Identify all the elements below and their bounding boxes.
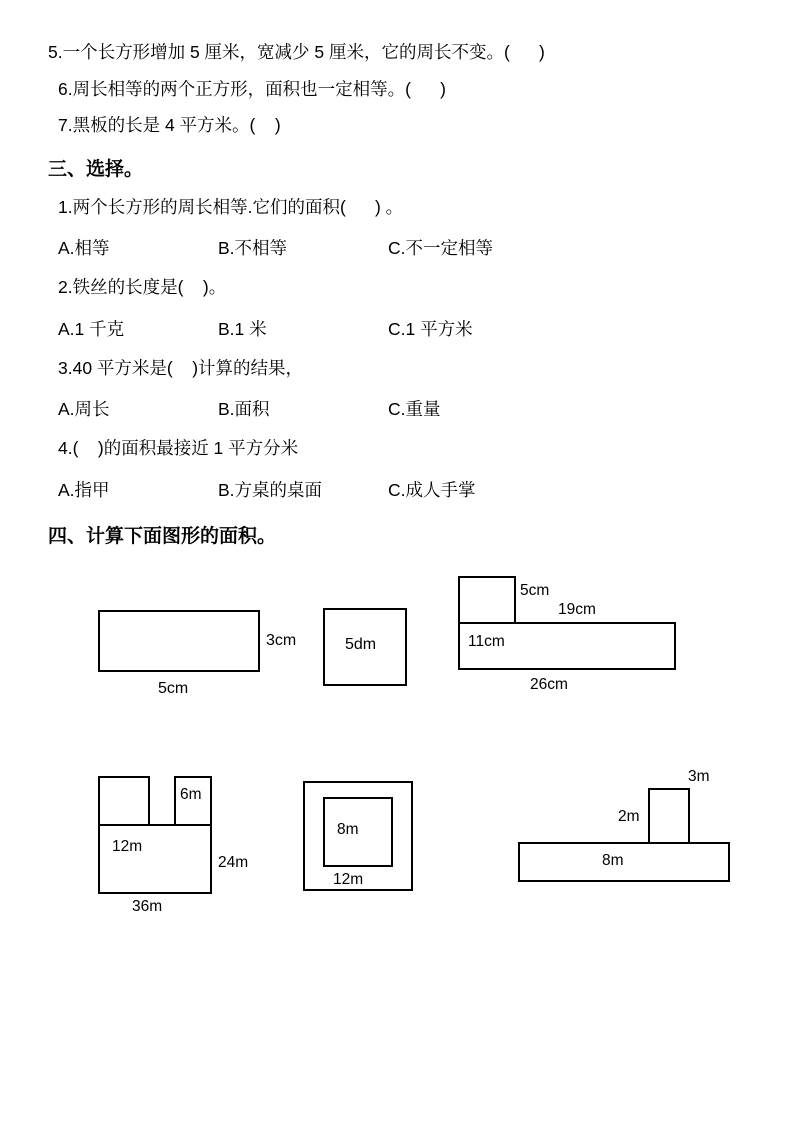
option-2c[interactable]: C.1 平方米 xyxy=(388,318,473,339)
choice-question-4-stem: 4.( )的面积最接近 1 平方分米 xyxy=(58,438,299,458)
label-inside-5dm: 5dm xyxy=(345,635,377,653)
figures-area xyxy=(48,566,748,966)
choice-question-1-options xyxy=(48,235,748,260)
label-inner-8m: 8m xyxy=(337,820,359,838)
step-upper-box xyxy=(648,788,690,844)
option-1a[interactable]: A.相等 xyxy=(58,238,110,258)
label-inner-12m: 12m xyxy=(112,837,143,855)
figure-rectangle-3cm-5cm xyxy=(98,610,297,720)
notch-base-box xyxy=(98,824,212,894)
option-2b[interactable]: B.1 米 xyxy=(218,318,267,339)
option-4a[interactable]: A.指甲 xyxy=(58,479,110,500)
truefalse-item-5: 5.一个长方形增加 5 厘米，宽减少 5 厘米，它的周长不变。( ) xyxy=(48,42,545,62)
label-bottom-36m: 36m xyxy=(132,897,163,915)
label-top-step-5cm: 5cm xyxy=(520,581,550,599)
worksheet-content xyxy=(48,44,748,966)
truefalse-item-7: 7.黑板的长是 4 平方米。( ) xyxy=(58,115,281,135)
label-upper-right-19cm: 19cm xyxy=(558,600,596,618)
option-4c[interactable]: C.成人手掌 xyxy=(388,479,476,500)
option-2a[interactable]: A.1 千克 xyxy=(58,318,125,339)
choice-question-3-stem: 3.40 平方米是( )计算的结果， xyxy=(58,357,304,378)
choice-question-4-options xyxy=(48,477,748,502)
figure-square-in-square-m xyxy=(303,781,503,941)
section-heading-three: 三、选择。 xyxy=(48,158,144,180)
option-3b[interactable]: B.面积 xyxy=(218,399,270,419)
figure-step-shape-m xyxy=(518,766,768,926)
figure-l-shape-step-cm xyxy=(458,576,738,726)
option-4b[interactable]: B.方桌的桌面 xyxy=(218,479,323,500)
label-bottom-12m: 12m xyxy=(333,870,364,888)
option-1c[interactable]: C.不一定相等 xyxy=(388,238,493,258)
choice-question-2-options xyxy=(48,316,748,341)
rectangle-outline xyxy=(98,610,260,672)
label-top-3m: 3m xyxy=(688,767,710,785)
notch-left-box xyxy=(98,776,150,826)
label-right-3cm: 3cm xyxy=(266,631,297,649)
option-3c[interactable]: C.重量 xyxy=(388,399,441,419)
option-3a[interactable]: A.周长 xyxy=(58,399,110,419)
choice-question-1-stem: 1.两个长方形的周长相等.它们的面积( ) 。 xyxy=(58,196,404,217)
label-bottom-5cm: 5cm xyxy=(158,679,189,697)
truefalse-item-6: 6.周长相等的两个正方形，面积也一定相等。( ) xyxy=(58,78,446,99)
label-bottom-8m: 8m xyxy=(602,851,624,869)
label-notch-6m: 6m xyxy=(180,785,202,803)
label-bottom-26cm: 26cm xyxy=(530,675,568,693)
step-lower-box xyxy=(518,842,730,882)
label-right-24m: 24m xyxy=(218,853,249,871)
label-middle-2m: 2m xyxy=(618,807,640,825)
choice-question-3-options xyxy=(48,396,748,421)
section-heading-four: 四、计算下面图形的面积。 xyxy=(48,525,277,547)
step-small-box xyxy=(458,576,516,624)
choice-question-2-stem: 2.铁丝的长度是( )。 xyxy=(58,277,227,297)
label-inner-left-11cm: 11cm xyxy=(468,632,505,650)
figure-square-5dm xyxy=(323,608,453,718)
option-1b[interactable]: B.不相等 xyxy=(218,238,288,258)
